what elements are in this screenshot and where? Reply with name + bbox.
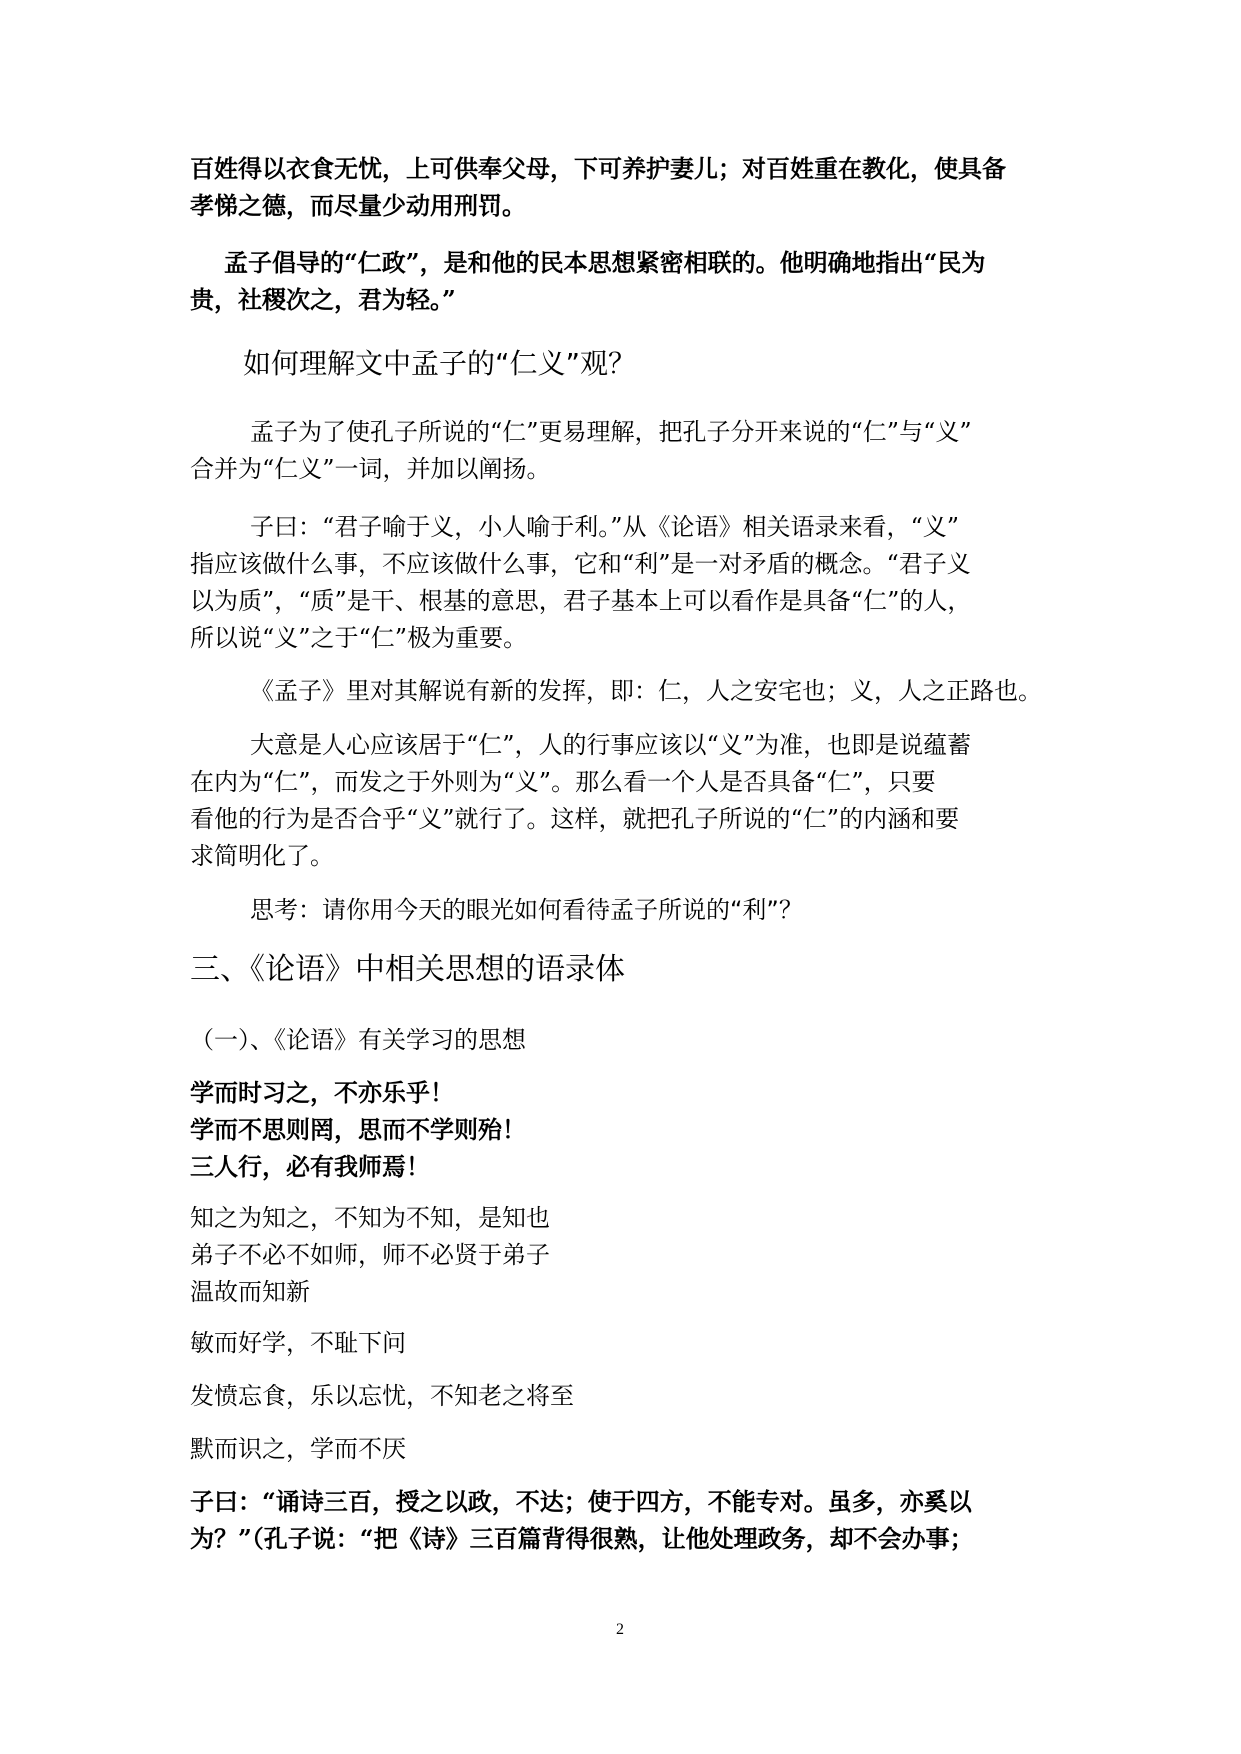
section-heading: 三、《论语》中相关思想的语录体 — [190, 952, 625, 987]
text-line: 大意是人心应该居于“仁”，人的行事应该以“义”为准，也即是说蕴蓄 — [250, 731, 972, 759]
text-line: 孝悌之德，而尽量少动用刑罚。 — [190, 191, 526, 220]
text-line: 指应该做什么事，不应该做什么事，它和“利”是一对矛盾的概念。“君子义 — [190, 550, 971, 578]
text-line: 孟子为了使孔子所说的“仁”更易理解，把孔子分开来说的“仁”与“义” — [250, 418, 972, 446]
page-number: 2 — [616, 1621, 624, 1638]
quote-minerhaoxue: 敏而好学，不耻下问 — [190, 1329, 406, 1357]
paragraph-ziyue — [190, 509, 1070, 657]
quote-line: 知之为知之，不知为不知，是知也 — [190, 1204, 550, 1232]
question-heading: 如何理解文中孟子的“仁义”观？ — [243, 347, 637, 380]
text-line: 百姓得以衣食无忧，上可供奉父母，下可养护妻儿；对百姓重在教化，使具备 — [190, 154, 1006, 183]
paragraph-dayi — [190, 727, 1070, 875]
text-line: 孟子倡导的“仁政”，是和他的民本思想紧密相联的。他明确地指出“民为 — [224, 248, 986, 277]
quotes-group-1 — [190, 1074, 1070, 1185]
paragraph-mengzi — [190, 673, 1070, 710]
subsection-heading: （一）、《论语》有关学习的思想 — [190, 1026, 526, 1054]
paragraph-intro — [190, 150, 1070, 224]
text-line: 所以说“义”之于“仁”极为重要。 — [190, 624, 528, 652]
paragraph-minben — [190, 244, 1070, 318]
quote-moershi: 默而识之，学而不厌 — [190, 1435, 406, 1463]
text-line: 思考：请你用今天的眼光如何看待孟子所说的“利”？ — [250, 896, 803, 924]
quote-line: 三人行，必有我师焉！ — [190, 1152, 430, 1181]
text-line: 在内为“仁”，而发之于外则为“义”。那么看一个人是否具备“仁”，只要 — [190, 768, 936, 796]
quote-line: 温故而知新 — [190, 1278, 310, 1306]
text-line: 子曰：“君子喻于义，小人喻于利。”从《论语》相关语录来看，“义” — [250, 513, 960, 541]
quote-fafen: 发愤忘食，乐以忘忧，不知老之将至 — [190, 1382, 574, 1410]
text-line: 求简明化了。 — [190, 842, 334, 870]
quote-line: 弟子不必不如师，师不必贤于弟子 — [190, 1241, 550, 1269]
text-line: 看他的行为是否合乎“义”就行了。这样，就把孔子所说的“仁”的内涵和要 — [190, 805, 960, 833]
text-line: 《孟子》里对其解说有新的发挥，即：仁，人之安宅也；义，人之正路也。 — [250, 677, 1042, 705]
quotes-group-2 — [190, 1200, 1070, 1311]
quote-line: 学而时习之，不亦乐乎！ — [190, 1078, 454, 1107]
text-line: 以为质”，“质”是干、根基的意思，君子基本上可以看作是具备“仁”的人， — [190, 587, 972, 615]
paragraph-sikao — [190, 892, 1070, 929]
paragraph-renyi — [190, 414, 1070, 488]
quote-line: 学而不思则罔，思而不学则殆！ — [190, 1115, 526, 1144]
text-line: 贵，社稷次之，君为轻。” — [190, 285, 456, 314]
text-line: 为？”（孔子说：“把《诗》三百篇背得很熟，让他处理政务，却不会办事； — [190, 1524, 974, 1553]
paragraph-songshi — [190, 1483, 1070, 1557]
text-line: 合并为“仁义”一词，并加以阐扬。 — [190, 455, 551, 483]
text-line: 子曰：“诵诗三百，授之以政，不达；使于四方，不能专对。虽多，亦奚以 — [190, 1487, 972, 1516]
